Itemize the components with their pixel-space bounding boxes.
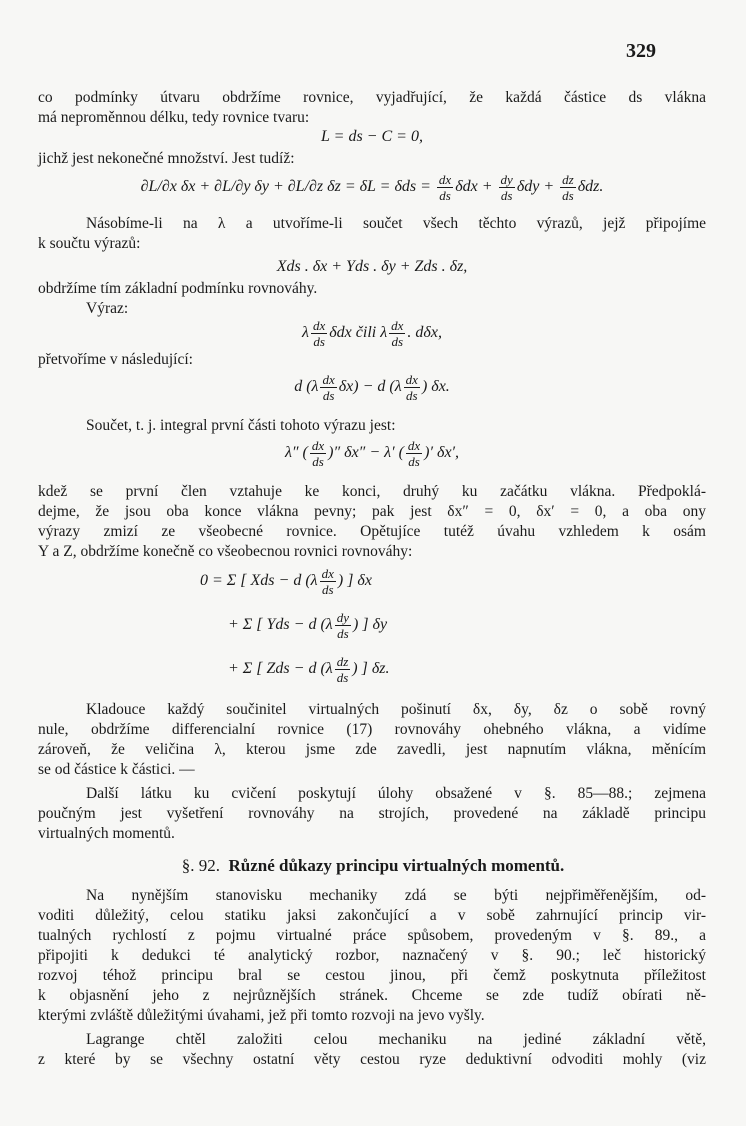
text-line: Výraz:: [86, 300, 129, 317]
text-line: Na nynějším stanovisku mechaniky zdá se býti nejpřiměřenějším, od-: [86, 887, 706, 904]
text-line: nule, obdržíme differencialní rovnice (17) rovnováhy ohebného vlákna, a vidíme: [38, 721, 706, 738]
equation-sum: Xds . δx + Yds . δy + Zds . δz,: [276, 258, 468, 275]
equation-variation: ∂L/∂x δx + ∂L/∂y δy + ∂L/∂z δz = δL = δds = $\frac{dx}{ds}$ δdx + $\frac{dy}{ds}$ δdy + $\frac{dz}{ds}$ δdz.: [140, 172, 604, 203]
text-line: Y a Z, obdržíme konečně co všeobecnou rovnici rovnováhy:: [38, 543, 413, 560]
text-line: k objasnění jeho z nejrůznějších stránek. Chceme se zde tudíž obírati ně-: [38, 987, 706, 1004]
equation-equilibrium-y: + Σ [ Yds − d (λ $\frac{dy}{ds}$ ) ] δy: [228, 610, 388, 641]
equation-integral: λ″ ( $\frac{dx}{ds}$ )″ δx″ − λ′ ( $\frac{dx}{ds}$ )′ δx′,: [284, 438, 460, 469]
text-line: se od částice k částici. —: [38, 761, 195, 778]
equation-constraint: L = ds − C = 0,: [321, 128, 423, 145]
text-line: poučným jest vyšetření rovnováhy na strojích, provedené na základě principu: [38, 805, 706, 822]
text-line: virtualných momentů.: [38, 825, 175, 842]
page-number: 329: [626, 40, 656, 62]
text-line: tualných rychlostí z pojmu virtualné práce spůsobem, provedeným v §. 89., a: [38, 927, 706, 944]
equation-equilibrium-x: 0 = Σ [ Xds − d (λ $\frac{dx}{ds}$ ) ] δx: [200, 566, 372, 597]
section-heading: [0, 856, 746, 876]
text-line: má neproměnnou délku, tedy rovnice tvaru:: [38, 109, 310, 126]
text-line: Součet, t. j. integral první části tohoto výrazu jest:: [86, 417, 396, 434]
text-line: výrazy zmizí ze všeobecné rovnice. Opětujíce tutéž úvahu vzhledem k osám: [38, 523, 706, 540]
text-line: dejme, že jsou oba konce vlákna pevny; pak jest δx″ = 0, δx′ = 0, a oba ony: [38, 503, 706, 520]
text-line: k součtu výrazů:: [38, 235, 141, 252]
text-line: rozvoj téhož principu bral se cestou jinou, při čemž poskytnuta příležitost: [38, 967, 706, 984]
text-line: zároveň, že veličina λ, kterou jsme zde zavedli, jest napnutím vlákna, měnícím: [38, 741, 706, 758]
text-line: z které by se všechny ostatní věty cestou ryze deduktivní odvoditi mohly (viz: [38, 1051, 706, 1068]
text-line: Další látku ku cvičení poskytují úlohy obsažené v §. 85—88.; zejmena: [86, 785, 706, 802]
text-line: co podmínky útvaru obdržíme rovnice, vyjadřující, že každá částice ds vlákna: [38, 89, 706, 106]
equation-d: d (λ $\frac{dx}{ds}$ δx) − d (λ $\frac{dx}{ds}$ ) δx.: [294, 372, 450, 403]
text-line: Násobíme-li na λ a utvoříme-li součet všech těchto výrazů, jejž připojíme: [86, 215, 706, 232]
text-line: připojiti k dedukci té analytický rozbor, naznačený v §. 90.; leč historický: [38, 947, 706, 964]
text-line: kdež se první člen vztahuje ke konci, druhý ku začátku vlákna. Předpoklá-: [38, 483, 706, 500]
section-number: §. 92.: [181, 856, 220, 875]
text-line: Kladouce každý součinitel virtualných pošinutí δx, δy, δz o sobě rovný: [86, 701, 706, 718]
text-line: obdržíme tím základní podmínku rovnováhy.: [38, 280, 318, 297]
section-title: Různé důkazy principu virtualných momentů.: [228, 856, 565, 875]
equation-equilibrium-z: + Σ [ Zds − d (λ $\frac{dz}{ds}$ ) ] δz.: [228, 654, 390, 685]
text-line: voditi důležitý, celou statiku jaksi zakončující a v sobě zahrnující princip vir-: [38, 907, 706, 924]
equation-lambda: λ $\frac{dx}{ds}$ δdx čili λ $\frac{dx}{ds}$ . dδx,: [302, 318, 442, 349]
text-line: jichž jest nekonečné množství. Jest tudíž:: [38, 150, 295, 167]
text-line: přetvoříme v následující:: [38, 351, 193, 368]
text-line: Lagrange chtěl založiti celou mechaniku na jediné základní větě,: [86, 1031, 706, 1048]
text-line: kterými zvláště důležitými úvahami, jež při tomto rozvoji na jevo vyšly.: [38, 1007, 485, 1024]
